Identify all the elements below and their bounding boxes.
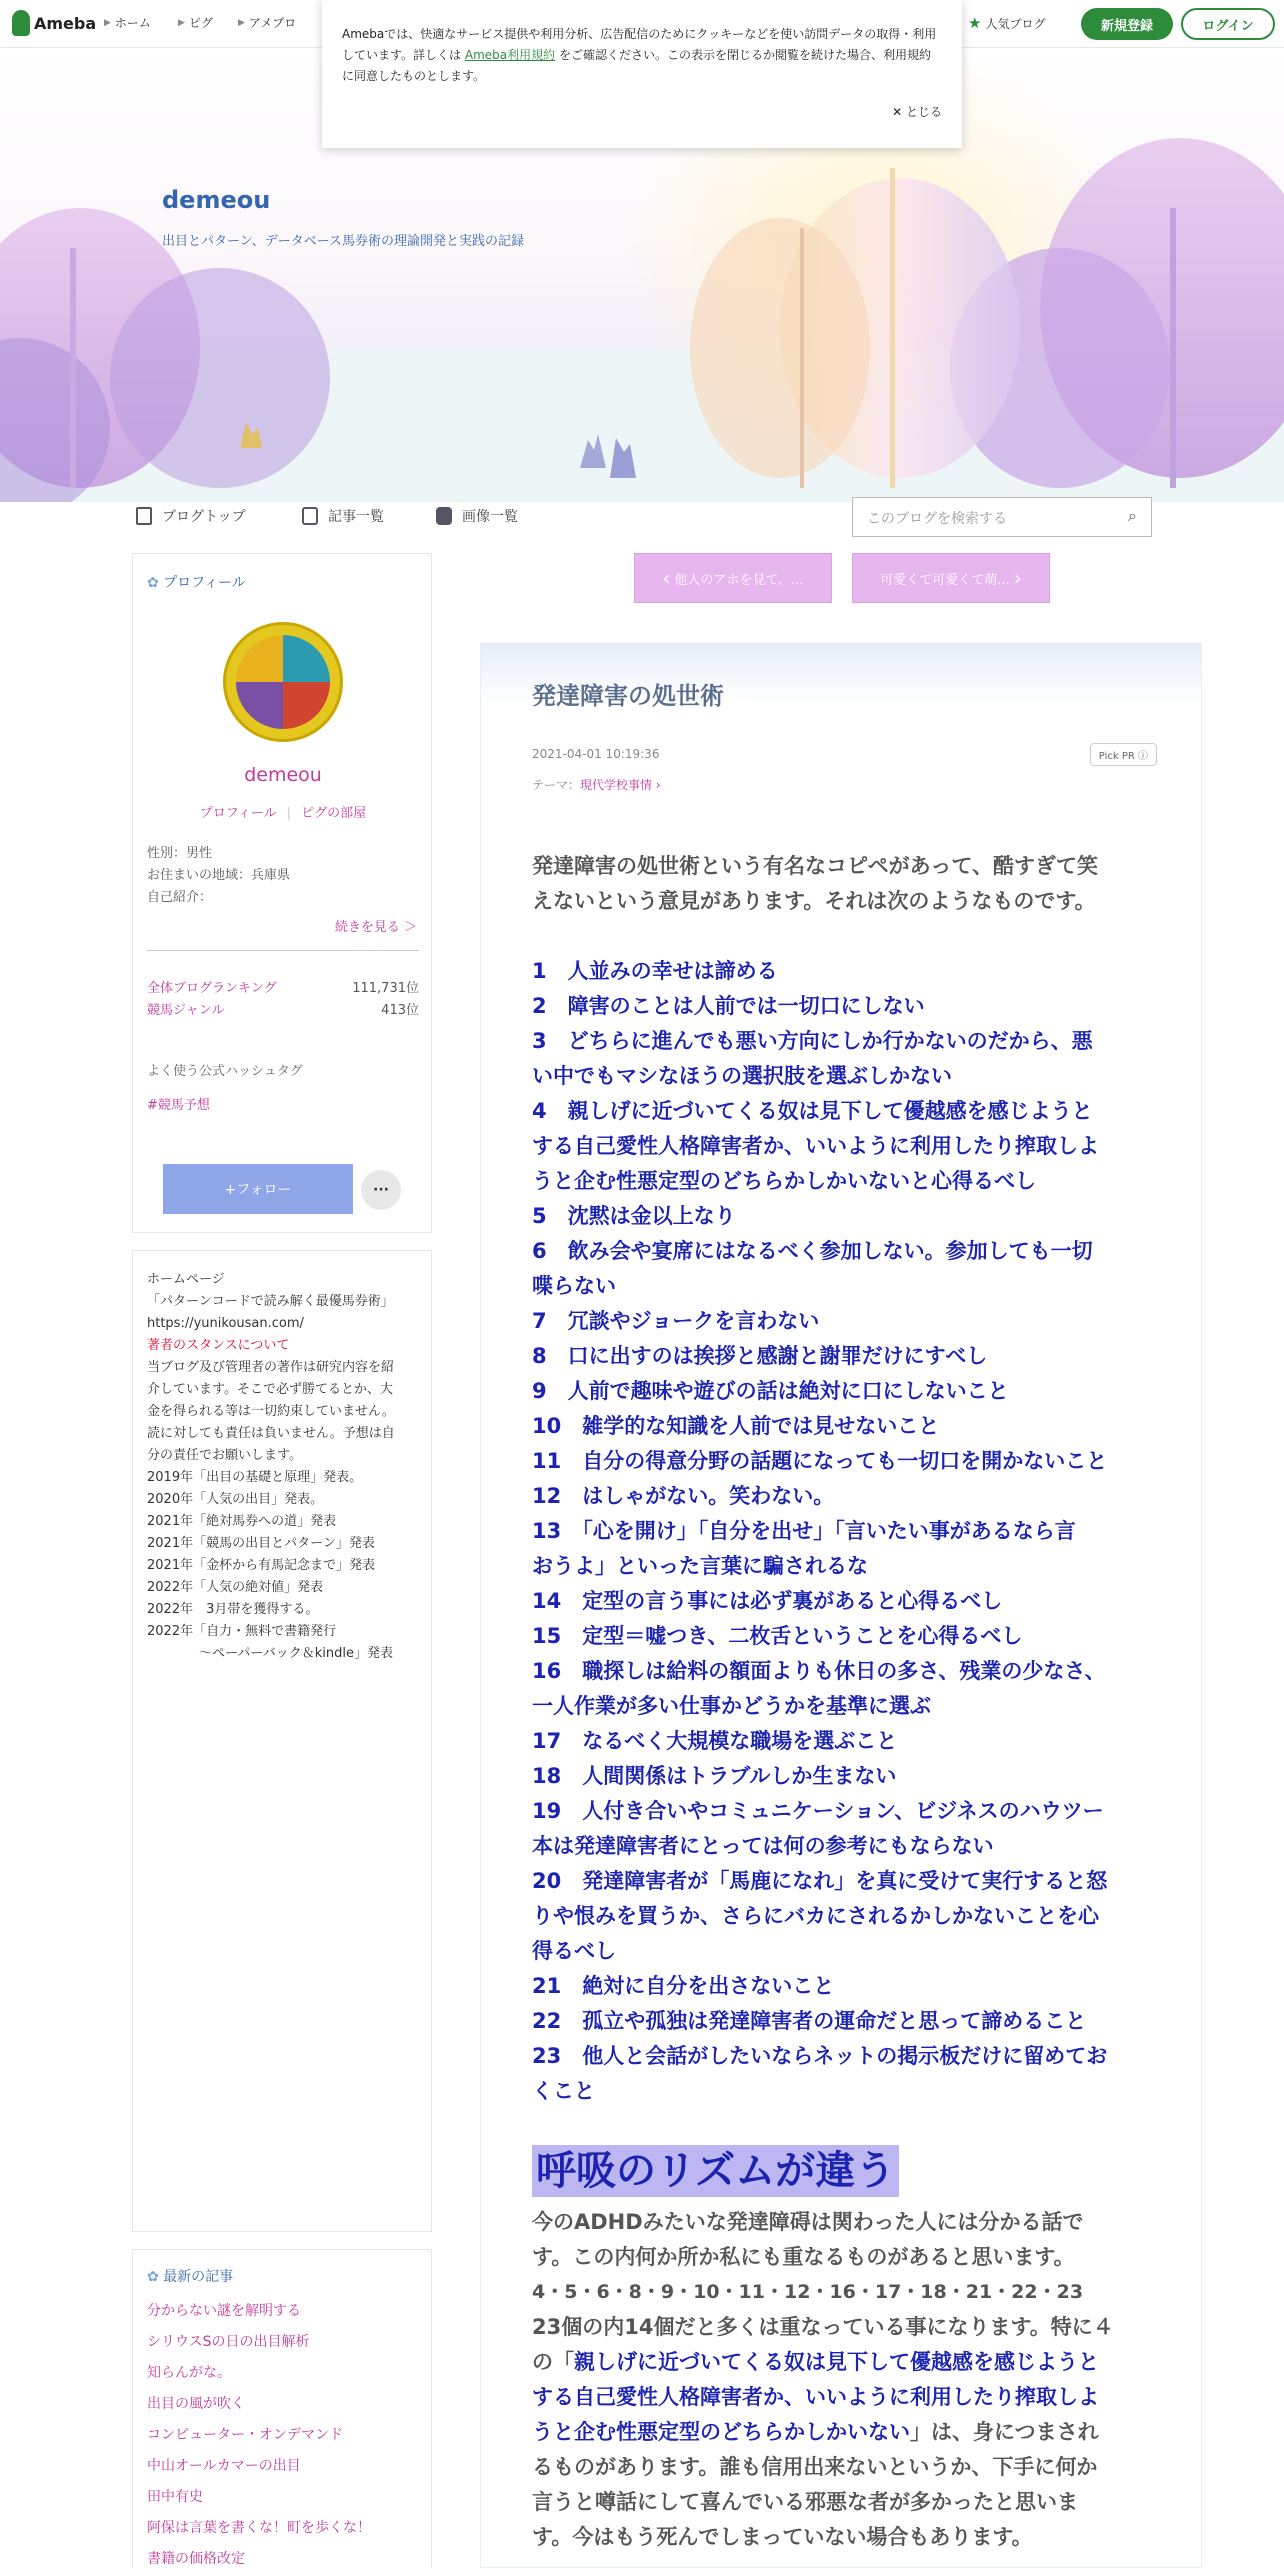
pig-room-link[interactable]: ピグの部屋 bbox=[301, 806, 367, 821]
next-article-button[interactable]: 可愛くて可愛くて萌... › bbox=[852, 553, 1050, 603]
intro-line: えないという意見があります。それは次のようなものです。 bbox=[532, 889, 1096, 913]
rule-line: 15 定型＝嘘つき、二枚舌ということを心得るべし bbox=[532, 1624, 1023, 1648]
cookie-close-button[interactable]: ✕ とじる bbox=[892, 105, 942, 119]
recent-article-link[interactable]: 出目の風が吹く bbox=[147, 2396, 245, 2412]
ameba-logo-icon bbox=[12, 10, 30, 36]
rank-all-link[interactable]: 全体ブログランキング bbox=[147, 981, 277, 996]
notice-line: 2021年「金杯から有馬記念まで」発表 bbox=[147, 1558, 376, 1573]
read-more-link[interactable]: 続きを見る ＞ bbox=[334, 920, 417, 935]
rule-line: 1 人並みの幸せは諦める bbox=[532, 959, 778, 983]
close-icon: ✕ bbox=[892, 105, 906, 119]
rule-line: 喋らない bbox=[532, 1274, 616, 1298]
profile-card bbox=[132, 553, 432, 1233]
chevron-right-icon: ▶ bbox=[178, 17, 185, 28]
rule-line: うと企む性悪定型のどちらかしかいないと心得るべし bbox=[532, 1169, 1036, 1193]
article-body bbox=[532, 849, 1172, 2555]
recent-article-link[interactable]: 阿保は言葉を書くな！町を歩くな！ bbox=[147, 2520, 371, 2536]
hashtag-heading: よく使う公式ハッシュタグ bbox=[147, 1064, 303, 1079]
rule-line: 13 「心を開け」「自分を出せ」「言いたい事があるなら言 bbox=[532, 1519, 1076, 1543]
recent-articles-list bbox=[147, 2296, 417, 2568]
pick-pr-badge[interactable]: Pick PR ⓘ bbox=[1090, 743, 1157, 766]
follow-button[interactable]: +フォロー bbox=[163, 1164, 353, 1214]
rule-line: い中でもマシなほうの選択肢を選ぶしかない bbox=[532, 1064, 952, 1088]
article bbox=[480, 643, 1202, 2568]
recent-article-link[interactable]: 書籍の価格改定 bbox=[147, 2551, 245, 2567]
rank-genre-link[interactable]: 競馬ジャンル bbox=[147, 1003, 225, 1018]
copy-icon bbox=[302, 507, 318, 525]
info-icon: ⓘ bbox=[1138, 751, 1148, 762]
rule-line: 5 沈黙は金以上なり bbox=[532, 1204, 736, 1228]
notice-line: 2021年「絶対馬券への道」発表 bbox=[147, 1514, 337, 1529]
blog-search-input[interactable]: このブログを検索する ⌕ bbox=[852, 497, 1152, 537]
profile-info: 性別：男性 お住まいの地域：兵庫県 自己紹介： bbox=[147, 846, 291, 905]
chevron-right-icon: ▶ bbox=[238, 17, 245, 28]
article-theme: テーマ：現代学校事情 › bbox=[532, 778, 661, 792]
profile-link[interactable]: プロフィール bbox=[199, 806, 277, 821]
section-paragraph: 今のADHDみたいな発達障碍は関わった人には分かる話で す。この内何か所か私にも重なるものがあると思います。 4・5・6・8・9・10・11・12・16・17・18・21・22・23 23個の内14個だと多くは重なっている事になります。特に４ の「親しげに近づいてくる奴は見下して優越感を感じようと する自己愛性人格障害者か、いいように利用したり搾取しよ うと企む性悪定型のどちらかしかいない」は、身につまされ るものがあります。誰も信用出来ないというか、下手に何か 言うと噂話にして喜んでいる邪悪な者が多かったと思いま す。今はもう死んでしまっていない場合もあります。 bbox=[532, 2210, 1114, 2549]
rule-line: 一人作業が多い仕事かどうかを基準に選ぶ bbox=[532, 1694, 931, 1718]
nav-ameblo[interactable]: ▶ アメブロ bbox=[238, 16, 297, 30]
menu-blog-top[interactable]: ブログトップ bbox=[136, 506, 246, 526]
rule-line: りや恨みを買うか、さらにバカにされるかしかないことを心 bbox=[532, 1904, 1099, 1928]
notice-line: 2019年「出目の基礎と原理」発表。 bbox=[147, 1470, 363, 1485]
notice-line: 2021年「競馬の出目とパターン」発表 bbox=[147, 1536, 375, 1551]
star-icon: ★ bbox=[968, 14, 982, 32]
menu-images[interactable]: 画像一覧 bbox=[436, 506, 518, 526]
blog-title[interactable]: demeou bbox=[162, 186, 271, 214]
theme-link[interactable]: 現代学校事情 bbox=[580, 778, 653, 792]
notice-line: 分の責任でお願いします。 bbox=[147, 1448, 302, 1463]
homepage-url[interactable]: https://yunikousan.com/ bbox=[147, 1316, 304, 1331]
recent-article-link[interactable]: 分からない謎を解明する bbox=[147, 2303, 301, 2319]
rule-line: 得るべし bbox=[532, 1939, 616, 1963]
recent-article-link[interactable]: 知らんがな。 bbox=[147, 2365, 231, 2381]
rule-line: 7 冗談やジョークを言わない bbox=[532, 1309, 820, 1333]
rule-line: 21 絶対に自分を出さないこと bbox=[532, 1974, 835, 1998]
rule-line: 本は発達障害者にとっては何の参考にもならない bbox=[532, 1834, 994, 1858]
rule-line: 19 人付き合いやコミュニケーション、ビジネスのハウツー bbox=[532, 1799, 1104, 1823]
notice-line: 介しています。そこで必ず勝てるとか、大 bbox=[147, 1382, 393, 1397]
cookie-text: Amebaでは、快適なサービス提供や利用分析、広告配信のためにクッキーなどを使い訪問データの取得・利用しています。詳しくは Ameba利用規約 をご確認ください。この表示を閉じるか閲覧を続けた場合、利用規約に同意したものとします。 bbox=[342, 27, 937, 83]
gear-icon: ✿ bbox=[147, 575, 164, 591]
rule-line: 11 自分の得意分野の話題になっても一切口を開かないこと bbox=[532, 1449, 1108, 1473]
section-heading: 呼吸のリズムが違う bbox=[532, 2145, 899, 2197]
intro-line: 発達障害の処世術という有名なコピペがあって、酷すぎて笑 bbox=[532, 854, 1098, 878]
rule-line: くこと bbox=[532, 2079, 595, 2103]
article-date: 2021-04-01 10:19:36 bbox=[532, 747, 660, 761]
rule-line: 4 親しげに近づいてくる奴は見下して優越感を感じようと bbox=[532, 1099, 1093, 1123]
avatar[interactable] bbox=[223, 622, 343, 742]
menu-entries[interactable]: 記事一覧 bbox=[302, 506, 384, 526]
avatar-dial bbox=[236, 635, 330, 729]
chevron-right-icon: › bbox=[1013, 566, 1022, 590]
rule-line: 10 雑学的な知識を人前では見せないこと bbox=[532, 1414, 940, 1438]
notice-text bbox=[147, 1357, 417, 1665]
recent-articles-card bbox=[132, 2249, 432, 2568]
prev-article-button[interactable]: ‹ 他人のアホを見て、... bbox=[634, 553, 832, 603]
search-icon[interactable]: ⌕ bbox=[1128, 506, 1137, 525]
recent-article-link[interactable]: 田中有史 bbox=[147, 2489, 203, 2505]
notice-line: 金を得られる等は一切約束していません。 bbox=[147, 1404, 395, 1419]
notice-line: 2020年「人気の出目」発表。 bbox=[147, 1492, 324, 1507]
chevron-right-icon: › bbox=[652, 778, 661, 792]
rule-line: する自己愛性人格障害者か、いいように利用したり搾取しよ bbox=[532, 1134, 1099, 1158]
homepage-card: ホームページ 「パターンコードで読み解く最優馬券術」 https://yunikousan.com/ 著者のスタンスについて 当ブログ及び管理者の著作は研究内容を紹 介しています。そこで必ず勝てるとか、大 金を得られる等は一切約束していません。 読に対しても責任は負いません。予想は自 分の責任でお願いします。 2019年「出目の基礎と原理」発表。 2020年「人気の出目」発表。 2021年「絶対馬券への道」発表 2021年「競馬の出目とパターン」発表 2021年「金杯から有馬記念まで」発表 2022年「人気の絶対値」発表 2022年 3月帯を獲得する。 2022年「自力・無料で書籍発行 ～ペーパーバック＆kindle」発表 bbox=[132, 1250, 432, 2232]
nav-pigg[interactable]: ▶ ピグ bbox=[178, 16, 213, 30]
ranking: 全体ブログランキング 111,731位 競馬ジャンル 413位 bbox=[147, 978, 419, 1022]
chevron-right-icon: ▶ bbox=[104, 17, 111, 28]
stance-heading: 著者のスタンスについて bbox=[147, 1338, 290, 1353]
document-icon bbox=[136, 507, 152, 525]
profile-name[interactable]: demeou bbox=[244, 764, 322, 786]
login-button[interactable]: ログイン bbox=[1181, 8, 1275, 40]
nav-home[interactable]: ▶ ホーム bbox=[104, 16, 151, 30]
more-options-button[interactable]: ··· bbox=[361, 1170, 401, 1210]
divider bbox=[147, 950, 419, 951]
notice-line: 2022年「人気の絶対値」発表 bbox=[147, 1580, 324, 1595]
rule-line: おうよ」といった言葉に騙されるな bbox=[532, 1554, 868, 1578]
hashtag-link[interactable]: #競馬予想 bbox=[147, 1098, 210, 1113]
recent-article-link[interactable]: 中山オールカマーの出目 bbox=[147, 2458, 301, 2474]
rule-line: 8 口に出すのは挨拶と感謝と謝罪だけにすべし bbox=[532, 1344, 988, 1368]
recent-article-link[interactable]: シリウスSの日の出目解析 bbox=[147, 2334, 310, 2350]
gear-icon: ✿ bbox=[147, 2269, 164, 2285]
ameba-logo[interactable]: Ameba bbox=[12, 10, 96, 36]
notice-line: 2022年「自力・無料で書籍発行 bbox=[147, 1624, 337, 1639]
terms-link[interactable]: Ameba利用規約 bbox=[464, 48, 556, 62]
notice-line: ～ペーパーバック＆kindle」発表 bbox=[147, 1646, 393, 1661]
recent-article-link[interactable]: コンピューター・オンデマンド bbox=[147, 2427, 343, 2443]
rule-line: 14 定型の言う事には必ず裏があると心得るべし bbox=[532, 1589, 1003, 1613]
recent-heading: ✿ 最新の記事 bbox=[147, 2269, 234, 2285]
rule-line: 3 どちらに進んでも悪い方向にしか行かないのだから、悪 bbox=[532, 1029, 1093, 1053]
rule-line: 16 職探しは給料の額面よりも休日の多さ、残業の少なさ、 bbox=[532, 1659, 1106, 1683]
rule-line: 6 飲み会や宴席にはなるべく参加しない。参加しても一切 bbox=[532, 1239, 1093, 1263]
cookie-notice bbox=[322, 0, 962, 148]
profile-heading: ✿ プロフィール bbox=[147, 575, 246, 591]
rule-line: 22 孤立や孤独は発達障害者の運命だと思って諦めること bbox=[532, 2009, 1087, 2033]
rule-line: 18 人間関係はトラブルしか生まない bbox=[532, 1764, 897, 1788]
rule-line: 17 なるべく大規模な職場を選ぶこと bbox=[532, 1729, 898, 1753]
notice-line: 読に対しても責任は負いません。予想は自 bbox=[147, 1426, 395, 1441]
rule-line: 12 はしゃがない。笑わない。 bbox=[532, 1484, 835, 1508]
notice-line: 2022年 3月帯を獲得する。 bbox=[147, 1602, 319, 1617]
rule-line: 23 他人と会話がしたいならネットの掲示板だけに留めてお bbox=[532, 2044, 1108, 2068]
rule-line: 20 発達障害者が「馬鹿になれ」を真に受けて実行すると怒 bbox=[532, 1869, 1108, 1893]
popular-blog-link[interactable]: ★ 人気ブログ bbox=[968, 14, 1046, 32]
chevron-left-icon: ‹ bbox=[662, 566, 671, 590]
rule-line: 9 人前で趣味や遊びの話は絶対に口にしないこと bbox=[532, 1379, 1009, 1403]
profile-links: プロフィール | ピグの部屋 bbox=[199, 806, 367, 821]
register-button[interactable]: 新規登録 bbox=[1081, 8, 1173, 40]
rules-list bbox=[532, 954, 1172, 2109]
rule-line: 2 障害のことは人前では一切口にしない bbox=[532, 994, 925, 1018]
notice-line: 当ブログ及び管理者の著作は研究内容を紹 bbox=[147, 1360, 395, 1375]
intro-paragraph bbox=[532, 849, 1172, 919]
blog-description: 出目とパターン、データベース馬券術の理論開発と実践の記録 bbox=[162, 234, 525, 249]
camera-icon bbox=[436, 507, 452, 525]
article-title[interactable]: 発達障害の処世術 bbox=[532, 682, 724, 710]
